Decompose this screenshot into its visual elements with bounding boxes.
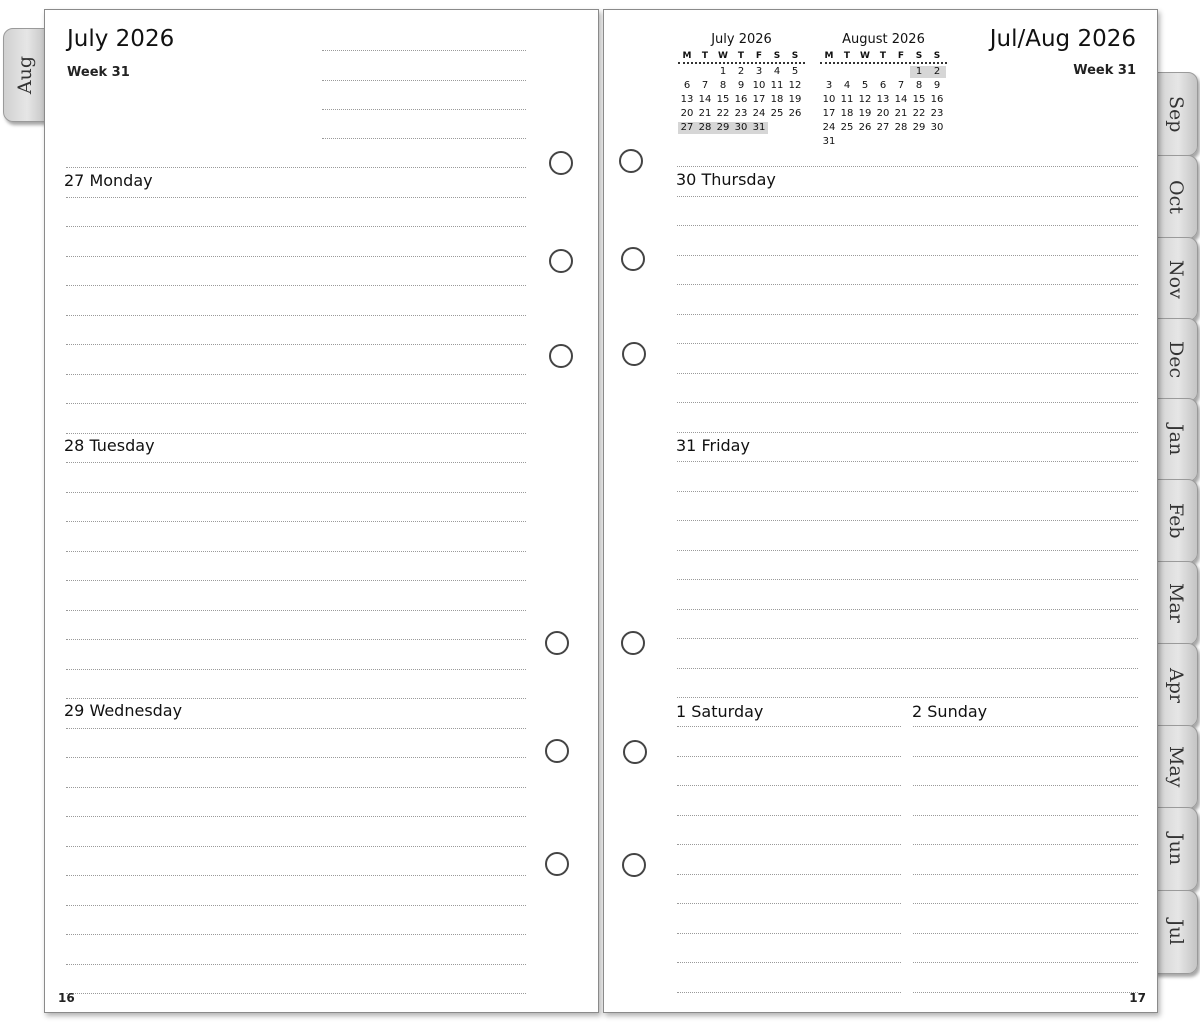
writing-line[interactable] [677,166,1138,167]
calendar-day[interactable]: 7 [701,80,709,91]
tab-label: Oct [1165,180,1187,214]
weekday-label: W [718,51,728,61]
writing-line[interactable] [677,225,1138,226]
tab-label: Dec [1165,341,1187,379]
binder-hole [545,852,569,876]
calendar-day[interactable]: 24 [822,122,836,133]
writing-line[interactable] [677,373,1138,374]
writing-line[interactable] [66,816,526,817]
writing-line[interactable] [677,815,901,816]
writing-line[interactable] [913,933,1138,934]
writing-line[interactable] [677,461,1138,462]
calendar-day[interactable]: 6 [879,80,887,91]
calendar-day[interactable]: 4 [773,66,781,77]
writing-line[interactable] [66,964,526,965]
writing-line[interactable] [66,639,526,640]
week-number: Week 31 [1073,63,1136,78]
writing-line[interactable] [677,196,1138,197]
binder-hole [622,342,646,366]
calendar-day[interactable]: 19 [788,94,802,105]
writing-line[interactable] [677,668,1138,669]
calendar-day[interactable]: 15 [716,94,730,105]
tab-label: Sep [1165,95,1187,133]
calendar-day[interactable]: 21 [698,108,712,119]
weekday-label: S [773,51,781,61]
tab-label: Jul [1165,919,1187,945]
binder-hole [545,631,569,655]
mini-calendar-august [820,32,947,148]
calendar-days [820,66,947,148]
calendar-day[interactable]: 27 [876,122,890,133]
day-label-friday: 31 Friday [676,436,750,455]
writing-line[interactable] [66,993,526,994]
writing-line[interactable] [66,551,526,552]
calendar-blank [838,66,856,78]
month-tab-jul[interactable] [1154,890,1198,974]
month-tab-jan[interactable] [1154,398,1198,482]
writing-line[interactable] [677,609,1138,610]
calendar-day[interactable]: 20 [876,108,890,119]
binder-hole [549,344,573,368]
calendar-day[interactable]: 29 [912,122,926,133]
calendar-blank [696,66,714,78]
writing-line[interactable] [913,962,1138,963]
writing-line[interactable] [66,875,526,876]
calendar-blank [678,66,696,78]
weekday-label: S [915,51,923,61]
calendar-day[interactable]: 16 [930,94,944,105]
calendar-day[interactable]: 14 [894,94,908,105]
writing-line[interactable] [66,934,526,935]
writing-line[interactable] [677,933,901,934]
calendar-day[interactable]: 28 [696,122,714,134]
calendar-day[interactable]: 15 [912,94,926,105]
writing-line[interactable] [66,374,526,375]
writing-line[interactable] [66,669,526,670]
writing-line[interactable] [913,903,1138,904]
weekday-label: M [824,51,834,61]
calendar-day[interactable]: 11 [840,94,854,105]
calendar-day[interactable]: 25 [770,108,784,119]
tab-label: Nov [1165,259,1187,299]
left-page [44,9,599,1013]
writing-line[interactable] [66,610,526,611]
calendar-day[interactable]: 19 [858,108,872,119]
binder-hole [545,739,569,763]
calendar-day[interactable]: 2 [737,66,745,77]
calendar-day[interactable]: 31 [822,136,836,147]
writing-line[interactable] [677,579,1138,580]
calendar-day[interactable]: 2 [928,66,946,78]
weekday-label: T [701,51,709,61]
weekday-header [678,50,805,64]
calendar-day[interactable]: 18 [840,108,854,119]
right-page [603,9,1158,1013]
writing-line[interactable] [677,844,901,845]
writing-line[interactable] [677,491,1138,492]
writing-line[interactable] [677,992,901,993]
writing-line[interactable] [66,462,526,463]
writing-line[interactable] [677,638,1138,639]
writing-line[interactable] [66,787,526,788]
calendar-day[interactable]: 28 [894,122,908,133]
writing-line[interactable] [66,197,526,198]
day-label-thursday: 30 Thursday [676,170,776,189]
binder-hole [549,151,573,175]
calendar-day[interactable]: 23 [930,108,944,119]
weekday-label: W [860,51,870,61]
binder-hole [623,740,647,764]
calendar-day[interactable]: 12 [788,80,802,91]
writing-line[interactable] [66,256,526,257]
month-tab-oct[interactable] [1154,155,1198,239]
mini-calendar-july [678,32,805,134]
writing-line[interactable] [66,433,526,434]
tab-label: May [1165,746,1187,788]
writing-line[interactable] [677,874,901,875]
writing-line[interactable] [677,314,1138,315]
writing-line[interactable] [677,432,1138,433]
weekday-label: M [682,51,692,61]
writing-line[interactable] [677,255,1138,256]
calendar-day[interactable]: 24 [752,108,766,119]
calendar-day[interactable]: 1 [719,66,727,77]
month-tab-apr[interactable] [1154,643,1198,727]
writing-line[interactable] [66,226,526,227]
writing-line[interactable] [66,285,526,286]
calendar-day[interactable]: 5 [791,66,799,77]
month-tab-feb[interactable] [1154,479,1198,563]
calendar-day[interactable]: 12 [858,94,872,105]
tab-label: Mar [1165,583,1187,623]
month-tab-aug[interactable] [3,28,47,122]
binder-hole [549,249,573,273]
writing-line[interactable] [913,992,1138,993]
calendar-day[interactable]: 17 [822,108,836,119]
writing-line[interactable] [677,726,901,727]
calendar-day[interactable]: 10 [752,80,766,91]
calendar-day[interactable]: 27 [678,122,696,134]
calendar-blank [820,66,838,78]
calendar-day[interactable]: 26 [858,122,872,133]
binder-hole [619,149,643,173]
calendar-day[interactable]: 29 [714,122,732,134]
writing-line[interactable] [66,757,526,758]
calendar-day[interactable]: 3 [825,80,833,91]
month-tab-jun[interactable] [1154,807,1198,891]
calendar-day[interactable]: 22 [912,108,926,119]
calendar-blank [892,66,910,78]
weekday-label: S [933,51,941,61]
day-label-tuesday: 28 Tuesday [64,436,155,455]
calendar-day[interactable]: 16 [734,94,748,105]
mini-calendar-title: July 2026 [711,32,772,47]
calendar-day[interactable]: 10 [822,94,836,105]
weekday-header [820,50,947,64]
calendar-day[interactable]: 3 [755,66,763,77]
day-label-wednesday: 29 Wednesday [64,701,183,720]
writing-line[interactable] [677,903,901,904]
binder-hole [622,853,646,877]
calendar-day[interactable]: 8 [719,80,727,91]
calendar-day[interactable]: 26 [788,108,802,119]
calendar-day[interactable]: 9 [737,80,745,91]
writing-line[interactable] [66,698,526,699]
week-number: Week 31 [67,65,130,80]
tab-label: Jan [1165,424,1187,456]
writing-line[interactable] [66,492,526,493]
weekday-label: F [897,51,905,61]
calendar-day[interactable]: 30 [930,122,944,133]
calendar-blank [856,66,874,78]
tab-label: Aug [14,55,36,95]
writing-line[interactable] [913,815,1138,816]
writing-line[interactable] [677,697,1138,698]
writing-line[interactable] [913,874,1138,875]
notes-line[interactable] [322,109,526,110]
writing-line[interactable] [677,284,1138,285]
tab-label: Feb [1165,503,1187,539]
calendar-day[interactable]: 25 [840,122,854,133]
page-title: Jul/Aug 2026 [989,26,1136,52]
calendar-day[interactable]: 30 [732,122,750,134]
writing-line[interactable] [66,580,526,581]
month-tab-may[interactable] [1154,725,1198,809]
page-number: 17 [1129,991,1146,1005]
day-label-saturday: 1 Saturday [676,702,764,721]
calendar-day[interactable]: 9 [933,80,941,91]
page-title: July 2026 [67,26,175,52]
notes-line[interactable] [322,138,526,139]
calendar-day[interactable]: 6 [683,80,691,91]
writing-line[interactable] [677,756,901,757]
page-number: 16 [58,991,75,1005]
calendar-day[interactable]: 13 [876,94,890,105]
writing-line[interactable] [913,726,1138,727]
calendar-day[interactable]: 7 [897,80,905,91]
writing-line[interactable] [913,844,1138,845]
calendar-day[interactable]: 11 [770,80,784,91]
calendar-day[interactable]: 23 [734,108,748,119]
binder-hole [621,631,645,655]
writing-line[interactable] [913,785,1138,786]
notes-line[interactable] [322,50,526,51]
calendar-day[interactable]: 1 [910,66,928,78]
writing-line[interactable] [677,520,1138,521]
mini-calendar-title: August 2026 [842,32,925,47]
month-tab-mar[interactable] [1154,561,1198,645]
writing-line[interactable] [677,402,1138,403]
calendar-blank [874,66,892,78]
month-tab-nov[interactable] [1154,237,1198,321]
calendar-days [678,66,805,134]
calendar-day[interactable]: 21 [894,108,908,119]
calendar-day[interactable]: 14 [698,94,712,105]
weekday-label: T [843,51,851,61]
writing-line[interactable] [66,344,526,345]
calendar-day[interactable]: 5 [861,80,869,91]
writing-line[interactable] [66,846,526,847]
writing-line[interactable] [913,756,1138,757]
tab-label: Apr [1165,667,1187,703]
writing-line[interactable] [66,315,526,316]
calendar-day[interactable]: 4 [843,80,851,91]
binder-hole [621,247,645,271]
day-label-sunday: 2 Sunday [912,702,988,721]
writing-line[interactable] [677,343,1138,344]
writing-line[interactable] [677,550,1138,551]
calendar-day[interactable]: 8 [915,80,923,91]
calendar-day[interactable]: 17 [752,94,766,105]
calendar-day[interactable]: 18 [770,94,784,105]
calendar-day[interactable]: 31 [750,122,768,134]
day-label-monday: 27 Monday [64,171,153,190]
writing-line[interactable] [66,905,526,906]
writing-line[interactable] [677,785,901,786]
calendar-day[interactable]: 20 [680,108,694,119]
weekday-label: T [879,51,887,61]
notes-line[interactable] [322,80,526,81]
month-tab-sep[interactable] [1154,72,1198,156]
calendar-day[interactable]: 22 [716,108,730,119]
calendar-day[interactable]: 13 [680,94,694,105]
weekday-label: T [737,51,745,61]
weekday-label: S [791,51,799,61]
weekday-label: F [755,51,763,61]
month-tab-dec[interactable] [1154,318,1198,402]
tab-label: Jun [1165,832,1187,866]
writing-line[interactable] [66,728,526,729]
writing-line[interactable] [66,521,526,522]
writing-line[interactable] [66,167,526,168]
writing-line[interactable] [677,962,901,963]
writing-line[interactable] [66,403,526,404]
